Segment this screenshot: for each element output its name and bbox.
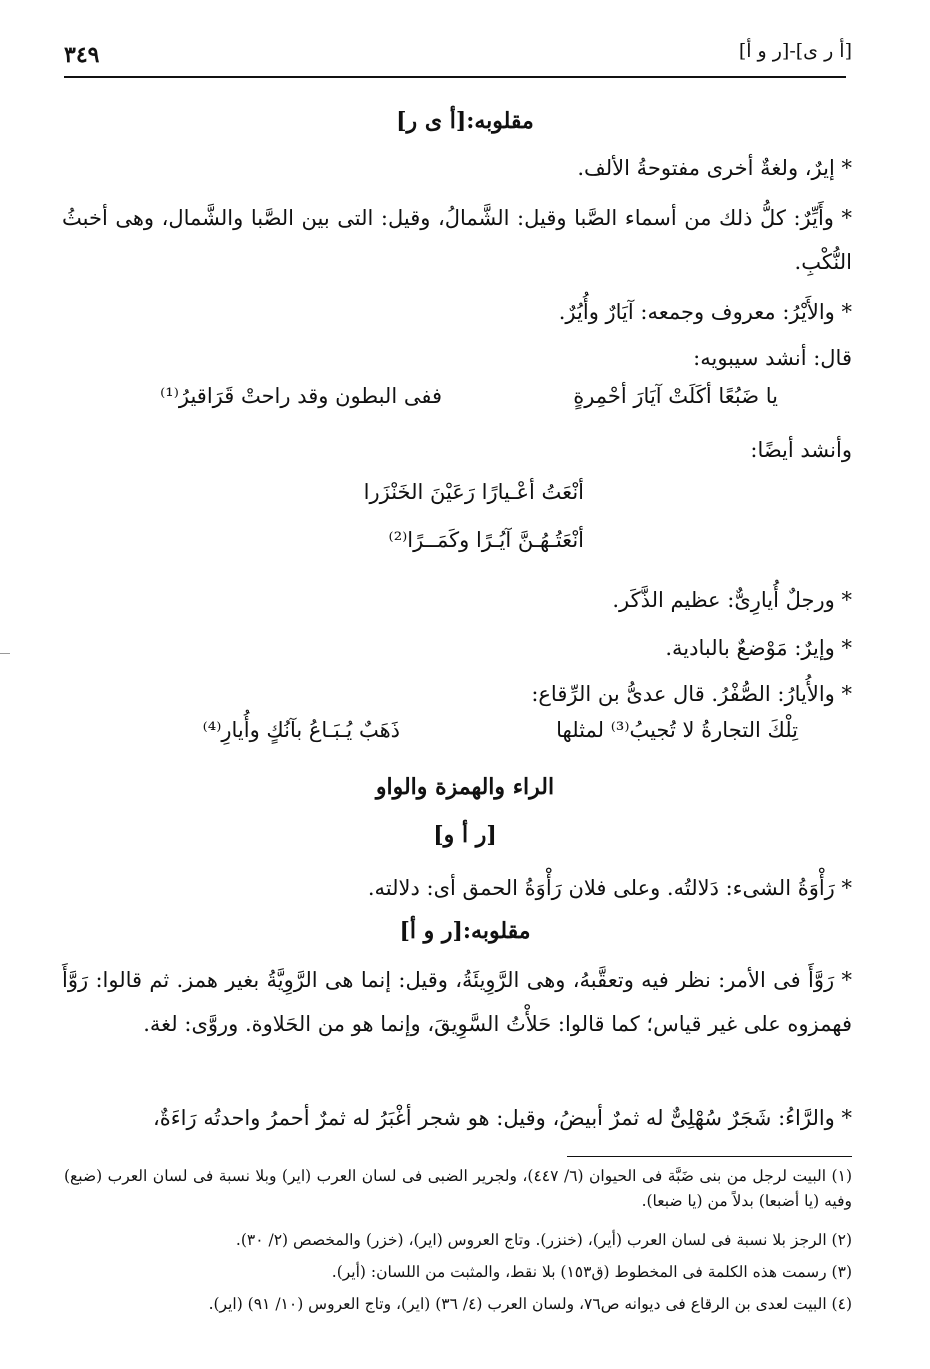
- footnote: (١) البيت لرجل من بنى ضَبَّة فى الحيوان (٦/ ٤٤٧)، ولجرير الضبى فى لسان العرب (اير) وبلا نسبة فى لسان العرب (ضبع) وفيه (يا أضبعا) بدلاً من (يا ضبعا).: [64, 1167, 852, 1210]
- footnote: (٢) الرجز بلا نسبة فى لسان العرب (أير)، (خنزر). وتاج العروس (اير)، (خزر) والمخصص (٢/ ٣٠).: [235, 1231, 852, 1249]
- page-number: ٣٤٩: [64, 42, 100, 68]
- entry-paragraph: * وأَيِّرٌ: كلُّ ذلك من أسماء الصَّبا وقيل: الشَّمالُ، وقيل: التى بين الصَّبا والشَّمال، وهى أخبثُ النُّكْبِ.: [62, 206, 852, 274]
- entry-paragraph: * ورجلٌ أُيارِىٌّ: عظيم الذَّكَر.: [612, 588, 852, 612]
- entry-paragraph: * والرَّاءُ: شَجَرٌ سُهْلِىٌّ له ثمرٌ أبيضُ، وقيل: هو شجر أغْبَرُ له ثمرٌ أحمرُ واحدتُه رَاءَةٌ،: [153, 1106, 852, 1130]
- footnote-rule: [567, 1156, 852, 1157]
- entry-paragraph: * وإيرٌ: مَوْضعٌ بالبادية.: [665, 636, 852, 660]
- verse-hemistich-first: تِلْكَ التجارةُ لا تُجيبُ⁽³⁾ لمثلها: [556, 718, 798, 742]
- verse-line: أنْعَتُ أعْـيارًا رَعَيْنَ الخَنْزَرا: [363, 480, 584, 504]
- header-root-label: [أ ر ى]-[ر و أ]: [738, 40, 852, 62]
- footnote: (٤) البيت لعدى بن الرقاع فى ديوانه ص٧٦، ولسان العرب (٤/ ٣٦) (اير)، وتاج العروس (١٠/ ٩١) (اير).: [208, 1295, 852, 1313]
- root-heading: [ر أ و]: [433, 822, 497, 848]
- footnote: (٣) رسمت هذه الكلمة فى المخطوط (ق١٥٣) بلا نقط، والمثبت من اللسان: (أير).: [331, 1263, 852, 1281]
- verse-hemistich-second: ففى البطون وقد راحتْ قَرَاقيرُ⁽¹⁾: [160, 384, 442, 408]
- entry-paragraph: * رَأْوَةُ الشىء: دَلالتُه. وعلى فلان رَأْوَةُ الحمق أى: دلالته.: [367, 876, 852, 900]
- section-heading-inverted: مقلوبه:[أ ى ر]: [396, 108, 534, 134]
- verse-hemistich-first: يا ضَبُعًا أكَلَتْ آيَارَ أحْمِرةٍ: [573, 384, 778, 408]
- entry-paragraph: * والأُيارُ: الصُّفْرُ. قال عدىُّ بن الرِّقاع:: [531, 682, 852, 706]
- entry-paragraph: * إيرٌ، ولغةٌ أخرى مفتوحةُ الألف.: [577, 156, 852, 180]
- entry-paragraph: * رَوَّأَ فى الأمر: نظر فيه وتعقَّبهُ، وهى الرَّوِيئَةُ، وقيل: إنما هى الرَّوِيَّةُ بغير همز. ثم قالوا: رَوَّأَ فهمزوه على غير قياس؛ كما قالوا: حَلأْتُ السَّوِيقَ، وإنما هو من الحَلاوة. وروَّى: لغة.: [62, 968, 852, 1036]
- verse-hemistich-second: ذَهَبٌ يُـبَـاعُ بآنُكٍ وأُيارِ⁽⁴⁾: [202, 718, 400, 742]
- verse-line: أنْعَتُـهُـنَّ آيُـرًا وكَمَــرًا⁽²⁾: [388, 528, 584, 552]
- header-rule: [64, 76, 846, 78]
- section-heading: الراء والهمزة والواو: [375, 774, 555, 800]
- scan-edge-mark: [0, 653, 10, 654]
- entry-paragraph: * والأَيْرُ: معروف وجمعه: آيَارٌ وأُيُرٌ.: [558, 300, 852, 324]
- entry-paragraph: وأنشد أيضًا:: [750, 438, 852, 462]
- section-heading-inverted: مقلوبه:[ر و أ]: [399, 918, 531, 944]
- entry-paragraph: قال: أنشد سيبويه:: [693, 346, 852, 370]
